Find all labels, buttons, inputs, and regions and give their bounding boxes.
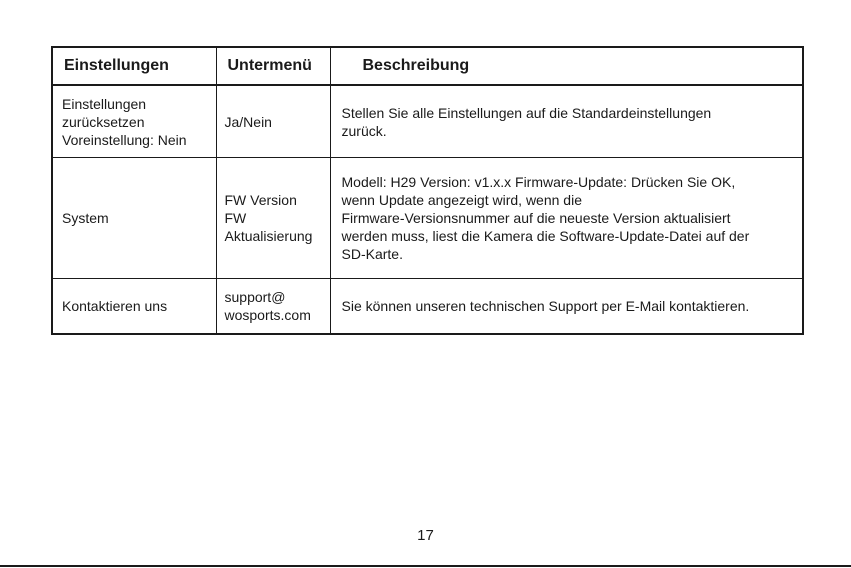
description-text: wenn Update angezeigt wird, wenn die bbox=[341, 192, 582, 208]
header-description: Beschreibung bbox=[330, 47, 803, 85]
submenu-text: FW bbox=[224, 210, 247, 226]
setting-cell bbox=[52, 158, 216, 279]
submenu-cell bbox=[216, 85, 330, 158]
description-text: Stellen Sie alle Einstellungen auf die Standardeinstellungen bbox=[341, 104, 712, 121]
description-cell bbox=[330, 158, 803, 279]
setting-text: Einstellungen bbox=[62, 95, 147, 112]
submenu-cell bbox=[216, 279, 330, 335]
submenu-text: FW Version bbox=[224, 192, 297, 208]
setting-cell bbox=[52, 279, 216, 335]
page-number: 17 bbox=[417, 527, 434, 544]
table-row bbox=[52, 158, 803, 279]
submenu-text: support@ bbox=[224, 289, 286, 305]
table-row bbox=[52, 279, 803, 335]
description-text: Modell: H29 Version: v1.x.x Firmware-Update: Drücken Sie OK, bbox=[341, 174, 736, 190]
bottom-divider bbox=[0, 565, 851, 567]
table-header-row bbox=[52, 47, 803, 85]
submenu-text: Ja/Nein bbox=[224, 113, 272, 130]
header-submenu: Untermenü bbox=[216, 47, 330, 85]
description-text: SD-Karte. bbox=[341, 246, 403, 262]
description-text: Firmware-Versionsnummer auf die neueste Version aktualisiert bbox=[341, 210, 731, 226]
settings-table bbox=[51, 46, 804, 335]
header-settings: Einstellungen bbox=[52, 47, 216, 85]
setting-text: Kontaktieren uns bbox=[62, 298, 168, 314]
setting-text: System bbox=[62, 210, 109, 226]
description-cell bbox=[330, 85, 803, 158]
description-text: werden muss, liest die Kamera die Software-Update-Datei auf der bbox=[341, 228, 750, 244]
submenu-text: Aktualisierung bbox=[224, 228, 313, 244]
description-cell bbox=[330, 279, 803, 335]
table-row bbox=[52, 85, 803, 158]
setting-text: Voreinstellung: Nein bbox=[62, 131, 187, 148]
description-text: zurück. bbox=[341, 122, 387, 139]
submenu-cell bbox=[216, 158, 330, 279]
description-text: Sie können unseren technischen Support per E-Mail kontaktieren. bbox=[341, 298, 750, 314]
setting-text: zurücksetzen bbox=[62, 113, 145, 130]
setting-cell bbox=[52, 85, 216, 158]
submenu-text: wosports.com bbox=[224, 307, 311, 323]
